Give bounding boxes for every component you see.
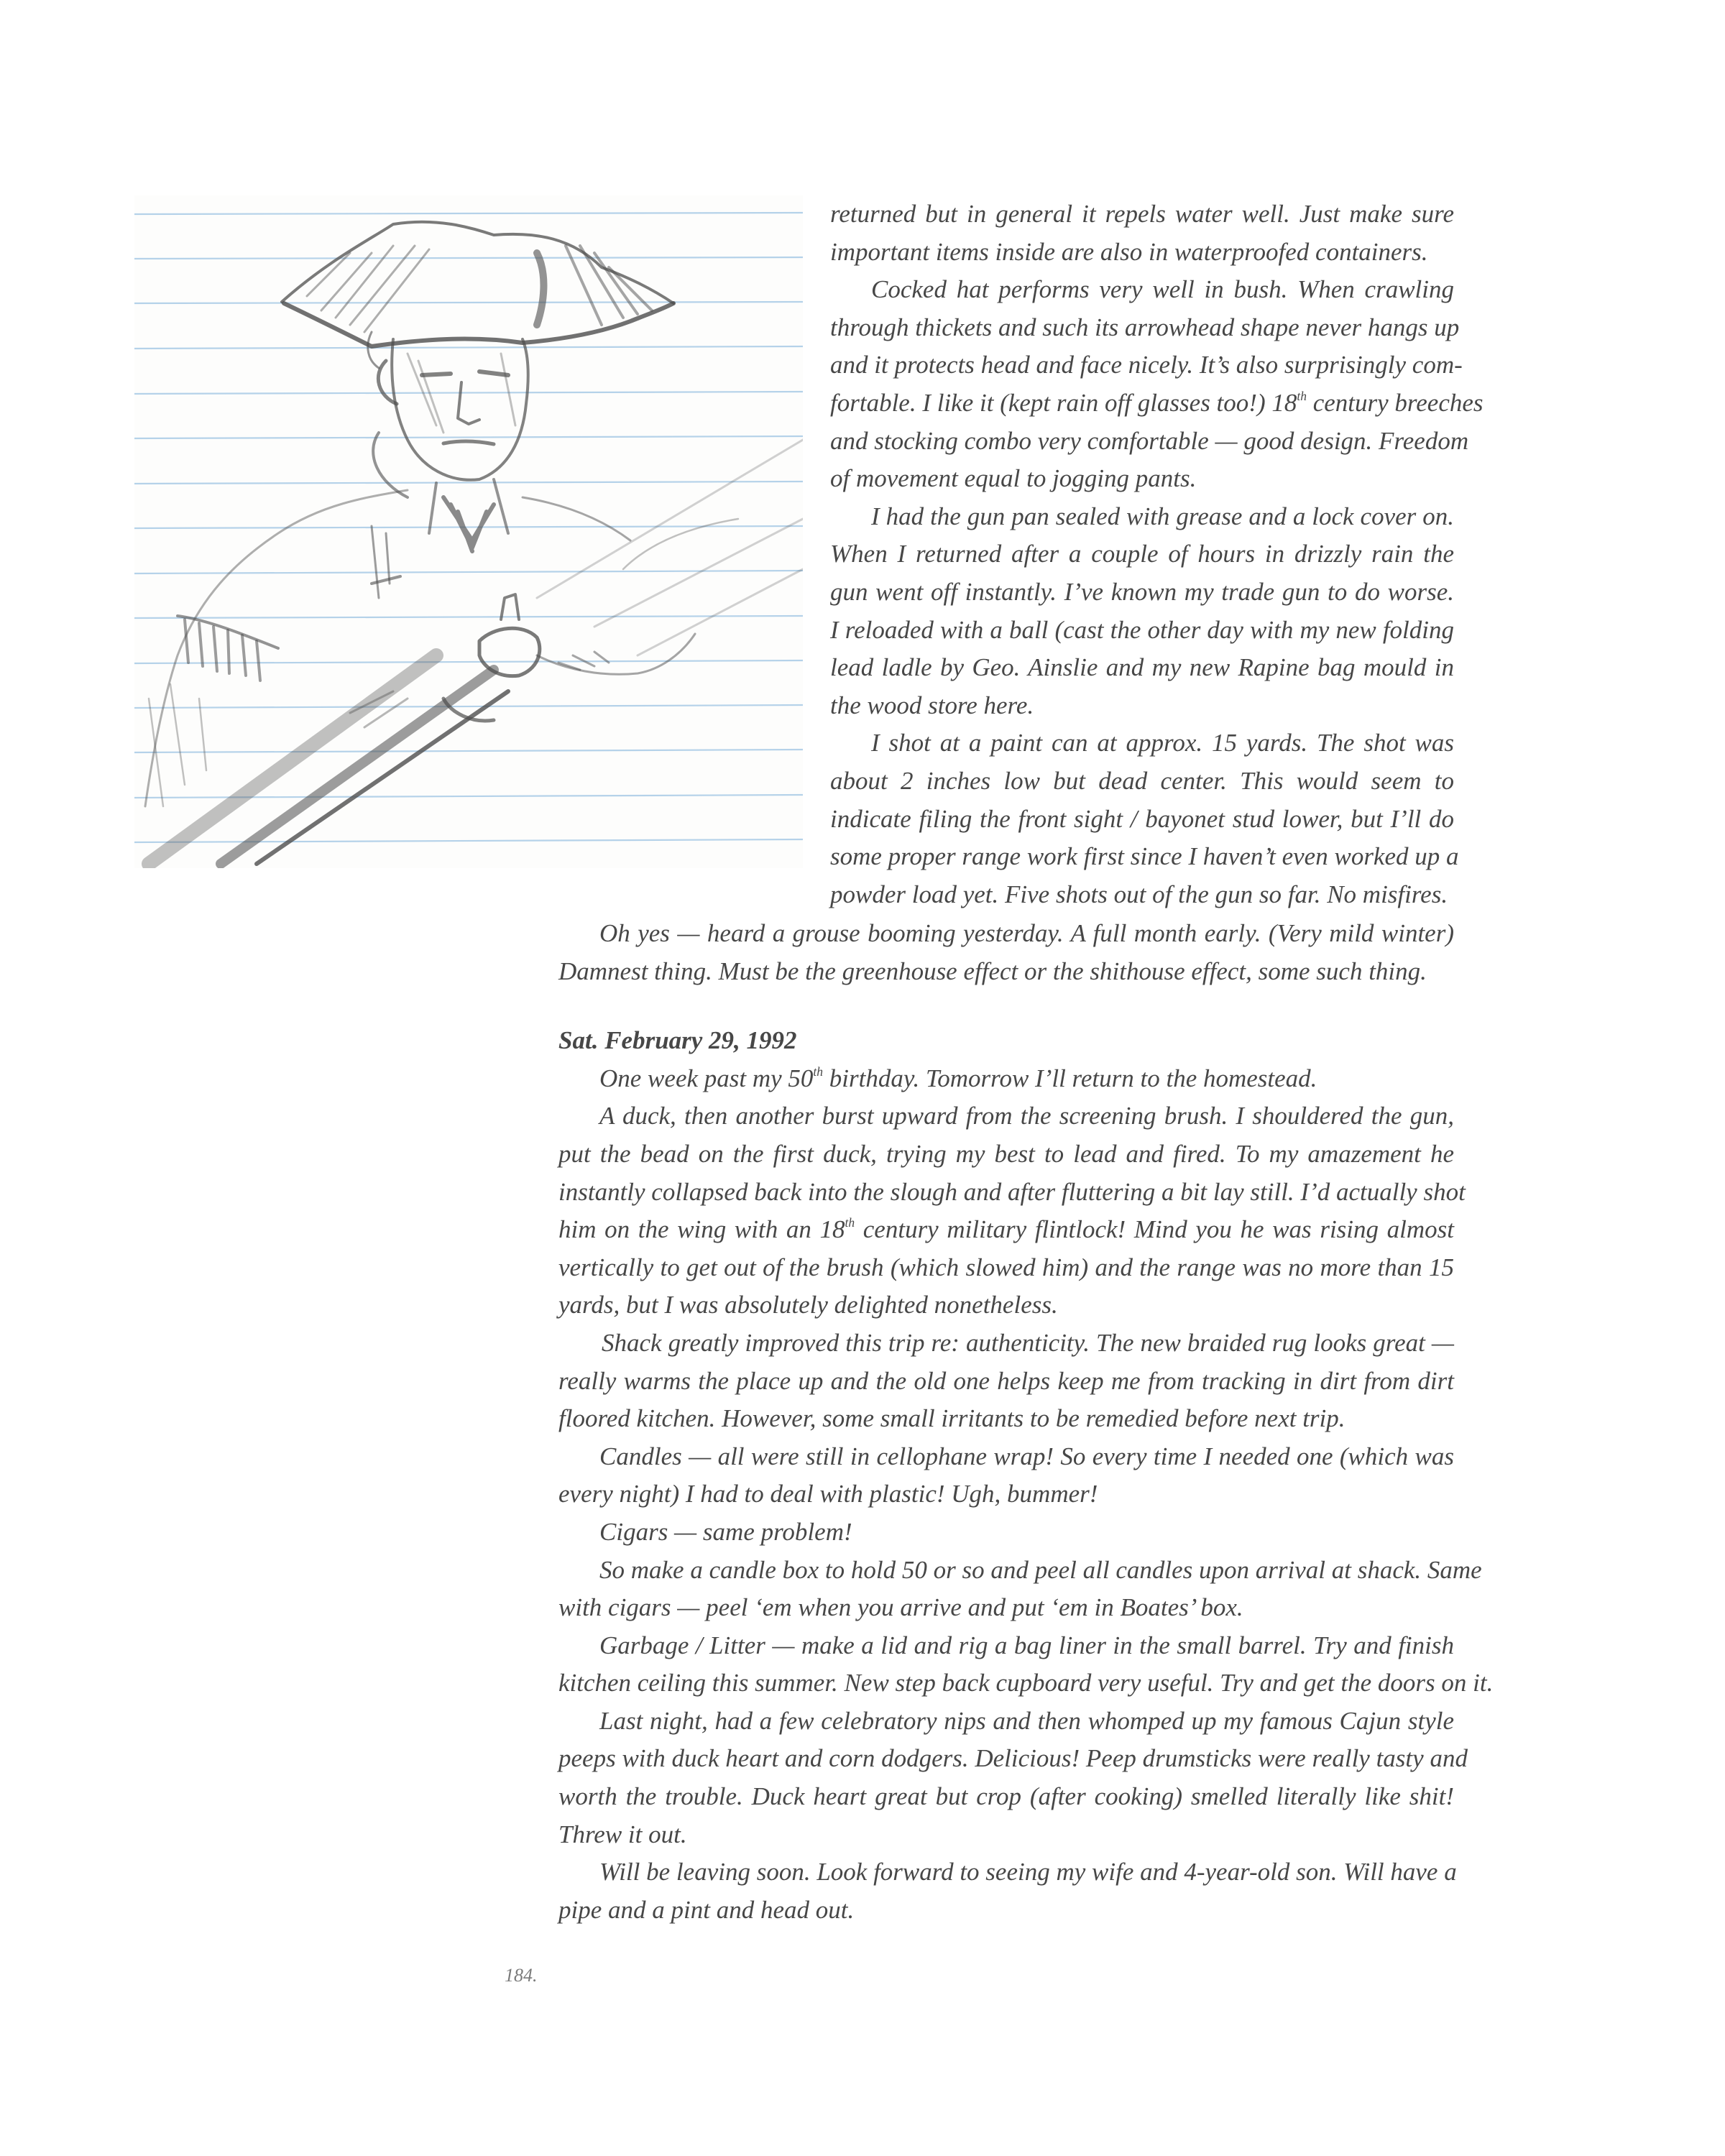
text-line: Threw it out. [558,1820,687,1848]
text-line: some proper range work first since I haven’t even worked up a [830,842,1459,871]
ordinal-superscript: th [1297,389,1307,404]
text-line: instantly collapsed back into the slough and after fluttering a bit lay still. I’d actually shot [558,1177,1466,1206]
text-fragment: century military flintlock! Mind you he was rising almost [855,1215,1454,1244]
text-line: kitchen ceiling this summer. New step back cupboard very useful. Try and get the doors on it. [558,1669,1494,1697]
text-line: yards, but I was absolutely delighted nonetheless. [558,1291,1058,1319]
text-line [830,384,1484,423]
text-line: Cocked hat performs very well in bush. When crawling [871,275,1454,304]
text-line: worth the trouble. Duck heart great but crop (after cooking) smelled literally like shit! [558,1782,1454,1811]
text-line: A duck, then another burst upward from the screening brush. I shouldered the gun, [599,1102,1454,1130]
text-line: Oh yes — heard a grouse booming yesterday. A full month early. (Very mild winter) [599,919,1454,947]
text-line: through thickets and such its arrowhead shape never hangs up [830,313,1460,341]
text-line: Garbage / Litter — make a lid and rig a bag liner in the small barrel. Try and finish [599,1631,1454,1659]
text-line: with cigars — peel ‘em when you arrive and put ‘em in Boates’ box. [558,1593,1243,1622]
text-line: vertically to get out of the brush (which slowed him) and the range was no more than 15 [558,1253,1454,1281]
text-line: pipe and a pint and head out. [558,1895,855,1924]
text-fragment: birthday. Tomorrow I’ll return to the homestead. [823,1064,1317,1092]
text-line: I shot at a paint can at approx. 15 yards. The shot was [871,729,1454,757]
text-line: gun went off instantly. I’ve known my trade gun to do worse. [830,577,1454,606]
text-line: about 2 inches low but dead center. This would seem to [830,766,1454,795]
ordinal-superscript: th [813,1064,824,1079]
text-fragment: One week past my 50 [599,1064,814,1092]
text-fragment: him on the wing with an 18 [558,1215,845,1244]
text-line: Shack greatly improved this trip re: authenticity. The new braided rug looks great — [602,1328,1454,1357]
text-line [558,1211,1454,1249]
text-line: indicate filing the front sight / bayonet stud lower, but I’ll do [830,804,1454,833]
text-line: Will be leaving soon. Look forward to seeing my wife and 4-year-old son. Will have a [599,1858,1457,1886]
text-fragment: century breeches [1306,388,1484,417]
text-line: lead ladle by Geo. Ainslie and my new Rapine bag mould in [830,653,1454,682]
text-line: and stocking combo very comfortable — good design. Freedom [830,426,1469,455]
text-line: really warms the place up and the old one helps keep me from tracking in dirt from dirt [558,1366,1454,1395]
text-line: Damnest thing. Must be the greenhouse effect or the shithouse effect, some such thing. [558,957,1427,985]
text-line: Last night, had a few celebratory nips and then whomped up my famous Cajun style [599,1706,1454,1735]
entry-date-heading: Sat. February 29, 1992 [558,1026,797,1055]
text-line: put the bead on the first duck, trying my best to lead and fired. To my amazement he [558,1139,1454,1168]
text-line: So make a candle box to hold 50 or so and peel all candles upon arrival at shack. Same [599,1555,1482,1584]
text-line: Cigars — same problem! [599,1517,852,1546]
top-right-text-column [830,195,1484,913]
sketch-drawing [134,195,803,868]
text-line: I reloaded with a ball (cast the other day with my new folding [830,615,1454,644]
text-line: I had the gun pan sealed with grease and a lock cover on. [871,502,1454,530]
text-fragment: fortable. I like it (kept rain off glasses too!) 18 [830,388,1297,417]
figure-strokes [145,222,803,864]
text-line: floored kitchen. However, some small irritants to be remedied before next trip. [558,1404,1346,1433]
text-line: powder load yet. Five shots out of the gun so far. No misfires. [830,880,1448,908]
text-line [558,1060,1454,1098]
text-line: important items inside are also in waterproofed containers. [830,237,1428,266]
pencil-sketch-illustration [134,195,803,868]
page-number: 184. [505,1965,538,1986]
full-width-text-column [558,915,1494,1929]
text-line: every night) I had to deal with plastic! Ugh, bummer! [558,1480,1098,1508]
text-line: Candles — all were still in cellophane wrap! So every time I needed one (which was [599,1442,1454,1470]
ordinal-superscript: th [845,1215,855,1230]
text-line: of movement equal to jogging pants. [830,464,1197,493]
text-line: returned but in general it repels water well. Just make sure [830,200,1454,228]
text-line: peeps with duck heart and corn dodgers. Delicious! Peep drumsticks were really tasty and [558,1744,1468,1773]
text-line: When I returned after a couple of hours in drizzly rain the [830,540,1454,568]
text-line: the wood store here. [830,691,1034,719]
text-line: and it protects head and face nicely. It’s also surprisingly com- [830,351,1463,379]
